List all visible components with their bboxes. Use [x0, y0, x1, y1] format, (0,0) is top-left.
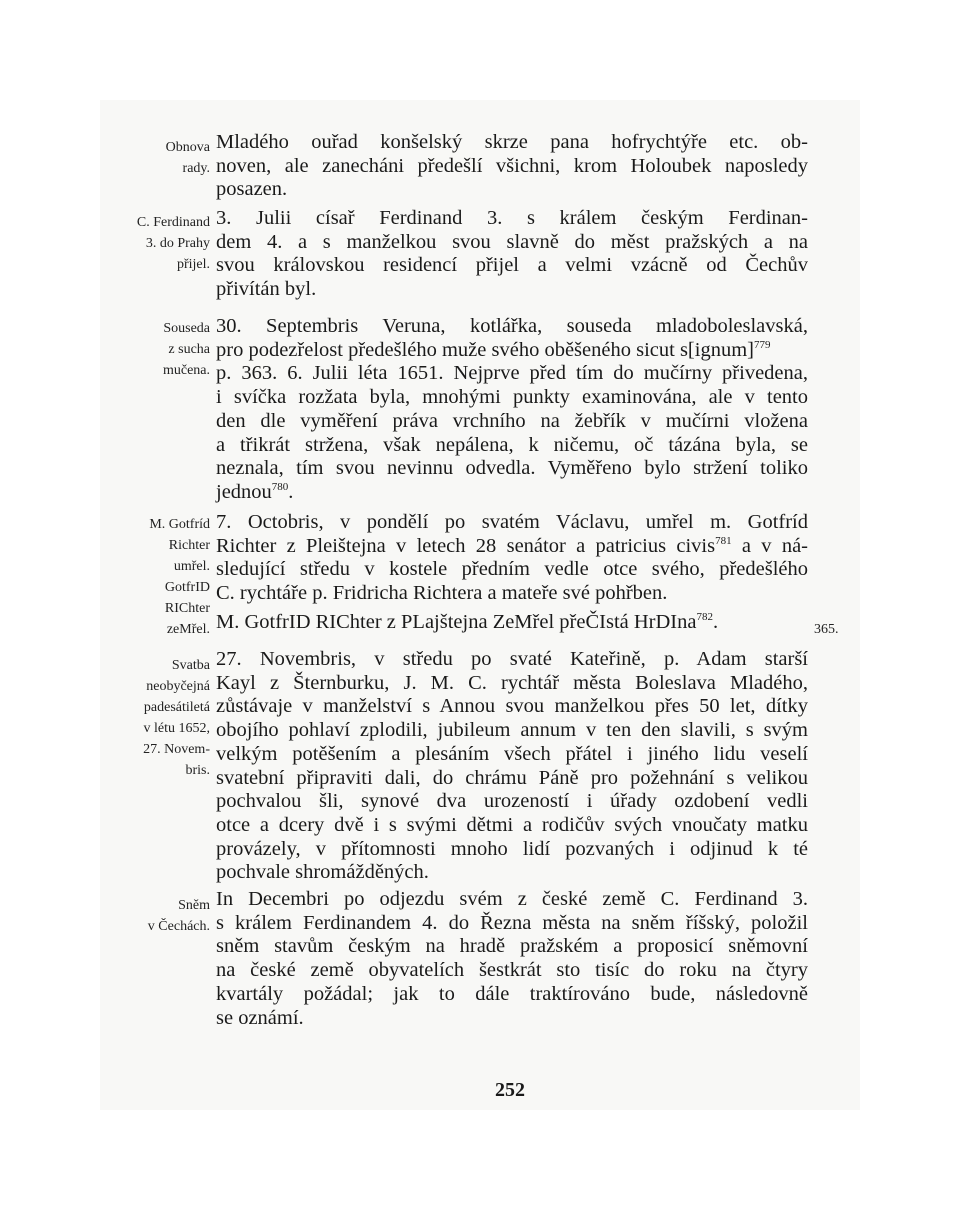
text-line: zůstávaje v manželství s Annou svou manželkou přes 50 let, dítky — [216, 695, 808, 718]
text-run: a v ná- — [731, 534, 809, 557]
text-line: den dle vyměření práva vrchního na žebřík v mučírni vložena — [216, 409, 808, 432]
paragraph-5 — [216, 648, 808, 885]
paragraph-1 — [216, 131, 808, 202]
text-line: se oznámí. — [216, 1006, 304, 1029]
footnote-ref: 779 — [753, 338, 771, 351]
text-line: 7. Octobris, v pondělí po svatém Václavu, umřel m. Gotfríd — [216, 511, 808, 533]
text-line: sledující středu v kostele předním vedle otce svého, předešlého — [216, 558, 808, 581]
text-line — [216, 535, 808, 559]
margin-line: 3. do Prahy — [145, 236, 210, 251]
footnote-ref: 781 — [715, 534, 732, 547]
text-line: In Decembri po odjezdu svém z české země C. Ferdinand 3. — [216, 888, 808, 910]
text-line: 3. Julii císař Ferdinand 3. s králem českým Ferdinan- — [216, 207, 808, 229]
footnote-ref: 782 — [696, 610, 713, 623]
margin-line: v Čechách. — [147, 919, 210, 934]
margin-line: Richter — [168, 538, 210, 553]
margin-line: umřel. — [173, 559, 210, 574]
text-line: obojího pohlaví zplodili, jubileum annum v ten den slavili, s svým — [216, 719, 808, 742]
margin-line: mučena. — [162, 363, 210, 378]
text-line: Mladého ouřad konšelský skrze pana hofrychtýře etc. ob- — [216, 131, 808, 153]
paragraph-6 — [216, 888, 808, 1030]
margin-note-1 — [100, 137, 210, 179]
chronogram-line: M. GotfrID RIChter z PLajštejna ZeMřel přeČIstá HrDIna$^{782}$. — [216, 610, 719, 633]
text-line: i svíčka rozžata byla, mnohými punkty examinována, ale v tento — [216, 386, 808, 409]
text-line: noven, ale zanecháni předešlí všichni, krom Holoubek naposledy — [216, 154, 808, 177]
margin-note-5 — [100, 655, 210, 781]
text-line: pochvalou šli, synové dva urozeností i úřady ozdobení vedli — [216, 790, 808, 813]
text-line: svatební připraviti dali, do chrámu Páně pro požehnání s velikou — [216, 766, 808, 789]
text-run: Richter z Pleištejna v letech 28 senátor a patricius civis — [216, 534, 716, 557]
paragraph-4 — [216, 511, 808, 635]
margin-line: padesátiletá — [143, 700, 210, 715]
margin-line: v létu 1652, — [143, 721, 210, 736]
margin-line: RIChter — [164, 601, 210, 616]
text-line: provázely, v přítomnosti mnoho lidí pozvaných i odjinud k té — [216, 837, 808, 860]
margin-line: 27. Novem- — [143, 742, 210, 757]
margin-line: bris. — [185, 763, 210, 778]
outer-margin-number: 365. — [814, 622, 839, 637]
text-line: velkým potěšením a plesáním všech přátel i jiného lidu veselí — [216, 742, 808, 765]
margin-line: Obnova — [165, 140, 210, 155]
text-line: Kayl z Šternburku, J. M. C. rychtář města Boleslava Mladého, — [216, 671, 808, 694]
margin-line: Souseda — [163, 321, 210, 336]
margin-note-2 — [100, 212, 210, 275]
text-run: jednou — [216, 480, 272, 503]
margin-line: rady. — [182, 161, 210, 176]
text-line: neznala, tím svou nevinnu odvedla. Vyměřeno bylo stržení toliko — [216, 457, 808, 480]
text-line: 30. Septembris Veruna, kotlářka, souseda mladoboleslavská, — [216, 315, 808, 337]
text-line: kvartály požádal; jak to dále traktírováno bude, následovně — [216, 982, 808, 1005]
text-line: posazen. — [216, 178, 288, 201]
text-line: přivítán byl. — [216, 278, 317, 301]
text-line: sněm stavům českým na hradě pražském a proposicí sněmovní — [216, 935, 808, 958]
margin-note-4 — [100, 514, 210, 640]
margin-line: neobyčejná — [146, 679, 210, 694]
text-line: pochvale shromážděných. — [216, 861, 429, 884]
margin-note-6 — [100, 895, 210, 937]
text-line: otce a dcery dvě i s svými dětmi a rodičův svých vnoučaty matku — [216, 813, 808, 836]
text-line: C. rychtáře p. Fridricha Richtera a mateře své pohřben. — [216, 582, 668, 605]
text-line: na české země obyvatelích šestkrát sto tisíc do roku na čtyry — [216, 959, 808, 982]
margin-note-3 — [100, 318, 210, 381]
margin-line: Sněm — [178, 898, 210, 913]
text-line — [216, 339, 808, 363]
text-line: svou královskou residencí přijel a velmi vzácně od Čechův — [216, 254, 808, 277]
paragraph-3 — [216, 315, 808, 505]
text-run: pro podezřelost předešlého muže svého oběšeného sicut s[ignum] — [216, 338, 754, 361]
text-run: M. GotfrID RIChter z PLajštejna ZeMřel přeČIstá HrDIna — [216, 610, 697, 633]
margin-line: C. Ferdinand — [136, 215, 210, 230]
footnote-ref: 780 — [271, 481, 289, 494]
page-number: 252 — [495, 1079, 525, 1101]
margin-line: GotfrID — [164, 580, 210, 595]
margin-line: z sucha — [168, 342, 210, 357]
paragraph-2 — [216, 207, 808, 302]
margin-line: přijel. — [176, 257, 210, 272]
text-line: a třikrát stržena, však nepálena, k ničemu, oč tázána byla, se — [216, 433, 808, 456]
text-line: s králem Ferdinandem 4. do Řezna města na sněm říšský, položil — [216, 911, 808, 934]
margin-line: Svatba — [171, 658, 210, 673]
text-line: 27. Novembris, v středu po svaté Kateřině, p. Adam starší — [216, 648, 808, 670]
margin-line: M. Gotfríd — [149, 517, 210, 532]
text-line: p. 363. 6. Julii léta 1651. Nejprve před tím do mučírny přivedena, — [216, 362, 808, 385]
text-line: jednou$^{780}$. — [216, 480, 294, 503]
margin-line: zeMřel. — [166, 622, 210, 637]
text-line: dem 4. a s manželkou svou slavně do měst pražských a na — [216, 230, 808, 253]
